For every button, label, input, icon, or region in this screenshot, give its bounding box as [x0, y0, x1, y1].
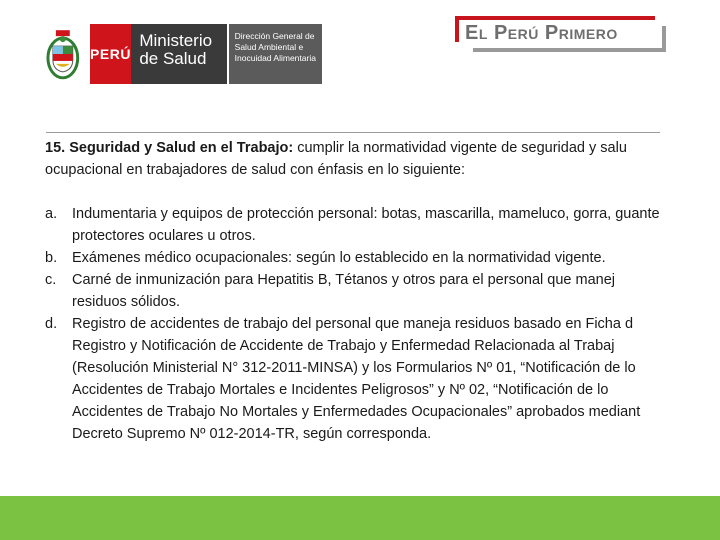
list-item-text: Registro de accidentes de trabajo del personal que maneja residuos basado en Ficha d	[72, 316, 634, 332]
list-marker: c.	[45, 272, 57, 288]
ministerio-line-1: Ministerio	[139, 31, 213, 50]
list-item-text: protectores oculares u otros.	[72, 228, 256, 244]
direccion-line-1: Dirección General de	[234, 31, 315, 41]
ministry-logo	[42, 24, 322, 84]
peru-coat-of-arms-icon	[42, 24, 84, 84]
list-marker: d.	[45, 316, 58, 332]
list-item-text: Exámenes médico ocupacionales: según lo establecido en la normatividad vigente.	[72, 250, 606, 266]
list-item	[45, 203, 720, 247]
logo-bracket-left	[455, 16, 459, 42]
list-item	[45, 313, 720, 445]
document-body	[45, 137, 720, 497]
list-item-text: Decreto Supremo Nº 012-2014-TR, según corresponda.	[72, 426, 432, 442]
intro-line-2: ocupacional en trabajadores de salud con énfasis en lo siguiente:	[45, 162, 465, 178]
list-item	[45, 247, 720, 269]
list-marker: a.	[45, 206, 58, 222]
footer-bar	[0, 496, 720, 540]
ministerio-label	[131, 24, 226, 84]
list-item-text: Registro y Notificación de Accidente de Trabajo y Enfermedad Relacionada al Trabaj	[72, 338, 615, 354]
logo-bracket-top	[455, 16, 655, 20]
logo-bracket-bottom	[473, 48, 666, 52]
list-item-text: Accidentes de Trabajo Mortales e Incidentes Peligrosos” y Nº 02, “Notificación de lo	[72, 382, 609, 398]
direccion-label	[229, 24, 322, 84]
ministerio-line-2: de Salud	[139, 49, 207, 68]
intro-text-1: cumplir la normatividad vigente de seguridad y salu	[297, 140, 627, 156]
section-divider	[46, 132, 660, 133]
intro-line-1	[45, 137, 720, 159]
list-item-text: Accidentes de Trabajo No Mortales y Enfermedades Ocupacionales” aprobados mediant	[72, 404, 641, 420]
list-item-text: residuos sólidos.	[72, 294, 180, 310]
direccion-line-3: Inocuidad Alimentaria	[234, 53, 316, 63]
item-intro	[45, 137, 720, 181]
list-marker: b.	[45, 250, 58, 266]
list-item	[45, 269, 720, 313]
item-number: 15.	[45, 140, 66, 156]
peru-primero-text: El Perú Primero	[465, 22, 618, 44]
requirements-list	[45, 203, 720, 445]
list-item-text: Indumentaria y equipos de protección personal: botas, mascarilla, mameluco, gorra, guante	[72, 206, 660, 222]
list-item-text: (Resolución Ministerial N° 312-2011-MINSA) y los Formularios Nº 01, “Notificación de lo	[72, 360, 636, 376]
list-item-text: Carné de inmunización para Hepatitis B, Tétanos y otros para el personal que manej	[72, 272, 615, 288]
item-heading: Seguridad y Salud en el Trabajo:	[69, 140, 294, 156]
peru-label: PERÚ	[90, 24, 132, 84]
direccion-line-2: Salud Ambiental e	[234, 42, 304, 52]
peru-primero-logo	[455, 16, 670, 52]
